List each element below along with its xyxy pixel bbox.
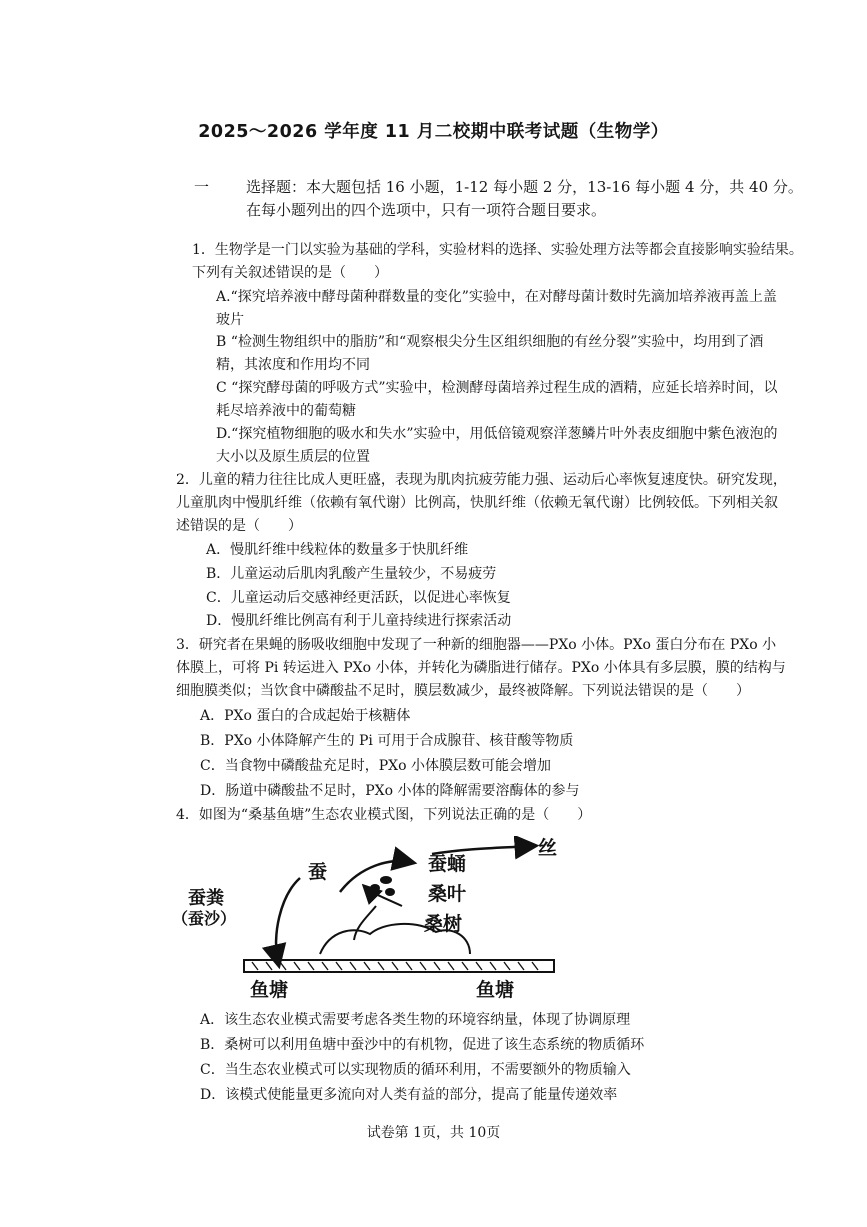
arrow-pupa-to-silk <box>432 846 532 854</box>
question-4-option-b: B．桑树可以利用鱼塘中蚕沙中的有机物，促进了该生态系统的物质循环 <box>200 1037 645 1053</box>
question-1-option-c-line-2: 耗尽培养液中的葡萄糖 <box>216 403 356 419</box>
label-fish-pond-left: 鱼塘 <box>250 979 289 1001</box>
question-1-option-a-line-2: 玻片 <box>216 312 244 328</box>
section-line-2: 在每小题列出的四个选项中，只有一项符合题目要求。 <box>246 201 607 219</box>
label-fish-pond-right: 鱼塘 <box>476 979 515 1001</box>
question-3-option-a: A．PXo 蛋白的合成起始于核糖体 <box>200 708 411 724</box>
section-number: 一 <box>194 178 210 196</box>
question-3-option-d: D．肠道中磷酸盐不足时，PXo 小体的降解需要溶酶体的参与 <box>200 783 580 799</box>
label-silkworm-feces: 蚕粪 <box>188 888 224 909</box>
question-4-option-d: D．该模式使能量更多流向对人类有益的部分，提高了能量传递效率 <box>200 1087 618 1103</box>
arrow-silkworm-to-pond <box>276 878 300 962</box>
question-2-stem-line-3: 述错误的是（ ） <box>176 518 302 534</box>
section-line-1: 选择题：本大题包括 16 小题，1-12 每小题 2 分，13-16 每小题 4 分，共 40 分。 <box>246 178 803 196</box>
question-1-stem-line-1: 1．生物学是一门以实验为基础的学科，实验材料的选择、实验处理方法等都会直接影响实验结果。 <box>192 242 803 258</box>
question-1-stem-line-2: 下列有关叙述错误的是（ ） <box>192 265 388 281</box>
question-2-stem-line-2: 儿童肌肉中慢肌纤维（依赖有氧代谢）比例高，快肌纤维（依赖无氧代谢）比例较低。下列相关叙 <box>176 495 778 511</box>
question-3-stem-line-1: 3．研究者在果蝇的肠吸收细胞中发现了一种新的细胞器——PXo 小体。PXo 蛋白分布在 PXo 小 <box>176 637 777 653</box>
question-4-option-c: C．当生态农业模式可以实现物质的循环利用，不需要额外的物质输入 <box>200 1062 631 1078</box>
label-mulberry-tree: 桑树 <box>424 913 463 935</box>
question-3-option-b: B．PXo 小体降解产生的 Pi 可用于合成腺苷、核苷酸等物质 <box>200 733 574 749</box>
label-silkworm-feces-alt: （蚕沙） <box>172 909 237 928</box>
question-1-option-b-line-2: 精，其浓度和作用均不同 <box>216 357 370 373</box>
page-footer: 试卷第 1页，共 10页 <box>366 1125 501 1141</box>
tree-trunk-icon <box>354 906 376 940</box>
question-1-option-a-line-1: A.“探究培养液中酵母菌种群数量的变化”实验中，在对酵母菌计数时先滴加培养液再盖上盖 <box>216 289 777 305</box>
question-2-option-a: A．慢肌纤维中线粒体的数量多于快肌纤维 <box>206 542 469 558</box>
mulberry-fish-pond-diagram <box>170 836 590 1002</box>
question-4-option-a: A．该生态农业模式需要考虑各类生物的环境容纳量，体现了协调原理 <box>200 1012 631 1028</box>
question-4-stem: 4．如图为“桑基鱼塘”生态农业模式图，下列说法正确的是（ ） <box>176 807 592 823</box>
question-1-option-d-line-2: 大小以及原生质层的位置 <box>216 449 370 465</box>
label-pupa: 蚕蛹 <box>428 853 467 875</box>
question-1-option-b-line-1: B “检测生物组织中的脂肪”和“观察根尖分生区组织细胞的有丝分裂”实验中，均用到了酒 <box>216 334 764 350</box>
label-mulberry-leaf: 桑叶 <box>428 883 467 905</box>
question-2-option-b: B．儿童运动后肌肉乳酸产生量较少，不易疲劳 <box>206 566 497 582</box>
question-1-option-d-line-1: D.“探究植物细胞的吸水和失水”实验中，用低倍镜观察洋葱鳞片叶外表皮细胞中紫色液泡的 <box>216 426 778 442</box>
label-silkworm: 蚕 <box>308 861 328 883</box>
question-2-option-c: C．儿童运动后交感神经更活跃，以促进心率恢复 <box>206 590 511 606</box>
exam-title: 2025～2026 学年度 11 月二校期中联考试题（生物学） <box>198 122 669 142</box>
pond-hatch-icon <box>252 962 538 970</box>
question-1-option-c-line-1: C “探究酵母菌的呼吸方式”实验中，检测酵母菌培养过程生成的酒精，应延长培养时间，以 <box>216 380 778 396</box>
question-2-option-d: D．慢肌纤维比例高有利于儿童持续进行探索活动 <box>206 613 512 629</box>
question-3-option-c: C．当食物中磷酸盐充足时，PXo 小体膜层数可能会增加 <box>200 758 551 774</box>
question-3-stem-line-3: 细胞膜类似；当饮食中磷酸盐不足时，膜层数减少，最终被降解。下列说法错误的是（ ） <box>176 683 750 699</box>
label-silk: 丝 <box>538 837 558 859</box>
question-2-stem-line-1: 2．儿童的精力往往比成人更旺盛，表现为肌肉抗疲劳能力强、运动后心率恢复速度快。研究发现， <box>176 472 787 488</box>
question-3-stem-line-2: 体膜上，可将 Pi 转运进入 PXo 小体，并转化为磷脂进行储存。PXo 小体具有多层膜，膜的结构与 <box>176 660 786 676</box>
